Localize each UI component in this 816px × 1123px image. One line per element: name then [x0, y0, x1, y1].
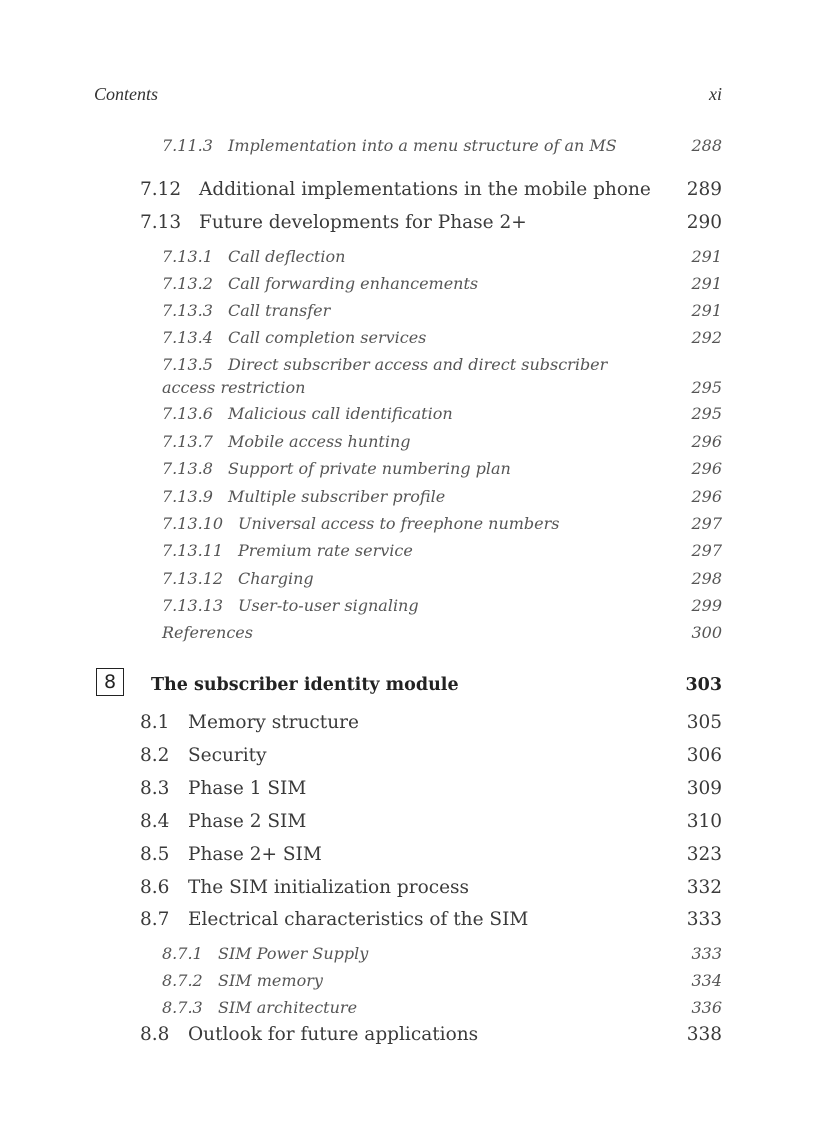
references-title: References [162, 623, 253, 642]
entry-number: 7.13.11 [162, 541, 224, 560]
entry-page: 296 [691, 459, 722, 478]
entry-page: 298 [691, 569, 722, 588]
chapter-page: 303 [685, 675, 722, 695]
section-number: 8.1 [140, 712, 170, 733]
entry-title: SIM architecture [218, 998, 358, 1017]
entry-number: 7.13.8 [162, 459, 213, 478]
entry-title: Universal access to freephone numbers [238, 514, 560, 533]
section-title: Security [188, 745, 267, 766]
section-page: 290 [686, 212, 722, 233]
section-title: Electrical characteristics of the SIM [188, 909, 529, 930]
entry-number: 8.7.2 [162, 971, 203, 990]
entry-number: 7.13.12 [162, 569, 224, 588]
section-number: 8.2 [140, 745, 170, 766]
section-page: 289 [686, 179, 722, 200]
section-number: 8.3 [140, 778, 170, 799]
entry-title: Malicious call identification [228, 404, 453, 423]
section-page: 306 [686, 745, 722, 766]
section-page: 323 [686, 844, 722, 865]
entry-title: Call completion services [228, 328, 427, 347]
section-title: Additional implementations in the mobile phone [199, 179, 651, 200]
section-title: Memory structure [188, 712, 359, 733]
section-page: 338 [686, 1024, 722, 1045]
entry-number: 7.13.10 [162, 514, 224, 533]
entry-page: 296 [691, 432, 722, 451]
entry-page: 297 [691, 541, 722, 560]
section-title: Phase 1 SIM [188, 778, 307, 799]
entry-page: 292 [691, 328, 722, 347]
section-number: 8.7 [140, 909, 170, 930]
entry-title: Support of private numbering plan [228, 459, 511, 478]
entry-page: 291 [691, 274, 722, 293]
entry-title: Charging [238, 569, 314, 588]
entry-title-continued: access restriction [162, 378, 306, 397]
entry-number: 7.13.5 [162, 355, 213, 374]
section-page: 333 [686, 909, 722, 930]
entry-page: 334 [691, 971, 722, 990]
entry-title: Call transfer [228, 301, 331, 320]
entry-title: Call deflection [228, 247, 346, 266]
section-title: Phase 2 SIM [188, 811, 307, 832]
entry-title: Mobile access hunting [228, 432, 411, 451]
entry-page: 288 [691, 136, 722, 155]
entry-title: Direct subscriber access and direct subscriber [228, 355, 608, 374]
running-header-title: Contents [94, 84, 159, 104]
section-title: Outlook for future applications [188, 1024, 479, 1045]
entry-number: 7.13.6 [162, 404, 213, 423]
entry-title: User-to-user signaling [238, 596, 419, 615]
chapter-number-box: 8 [96, 668, 124, 696]
entry-title: Implementation into a menu structure of an MS [228, 136, 617, 155]
entry-number: 8.7.1 [162, 944, 203, 963]
section-number: 7.13 [140, 212, 182, 233]
entry-page: 333 [691, 944, 722, 963]
entry-number: 7.13.13 [162, 596, 224, 615]
section-page: 309 [686, 778, 722, 799]
running-header [94, 84, 722, 105]
entry-number: 7.13.3 [162, 301, 213, 320]
section-page: 305 [686, 712, 722, 733]
entry-title: SIM Power Supply [218, 944, 369, 963]
section-title: Future developments for Phase 2+ [199, 212, 527, 233]
section-number: 8.5 [140, 844, 170, 865]
section-number: 7.12 [140, 179, 182, 200]
entry-page: 291 [691, 247, 722, 266]
entry-number: 7.11.3 [162, 136, 213, 155]
entry-title: Premium rate service [238, 541, 413, 560]
page-number: xi [709, 84, 722, 104]
section-number: 8.6 [140, 877, 170, 898]
section-title: Phase 2+ SIM [188, 844, 322, 865]
entry-number: 7.13.9 [162, 487, 213, 506]
entry-page: 295 [691, 378, 722, 397]
entry-page: 297 [691, 514, 722, 533]
entry-title: Multiple subscriber profile [228, 487, 446, 506]
entry-number: 8.7.3 [162, 998, 203, 1017]
entry-page: 295 [691, 404, 722, 423]
references-page: 300 [691, 623, 722, 642]
entry-number: 7.13.7 [162, 432, 213, 451]
section-title: The SIM initialization process [188, 877, 470, 898]
entry-title: Call forwarding enhancements [228, 274, 479, 293]
entry-number: 7.13.1 [162, 247, 213, 266]
section-number: 8.8 [140, 1024, 170, 1045]
entry-number: 7.13.4 [162, 328, 213, 347]
entry-page: 336 [691, 998, 722, 1017]
section-page: 332 [686, 877, 722, 898]
entry-number: 7.13.2 [162, 274, 213, 293]
entry-page: 296 [691, 487, 722, 506]
entry-page: 299 [691, 596, 722, 615]
section-number: 8.4 [140, 811, 170, 832]
chapter-title: The subscriber identity module [151, 675, 459, 695]
entry-title: SIM memory [218, 971, 323, 990]
section-page: 310 [686, 811, 722, 832]
entry-page: 291 [691, 301, 722, 320]
